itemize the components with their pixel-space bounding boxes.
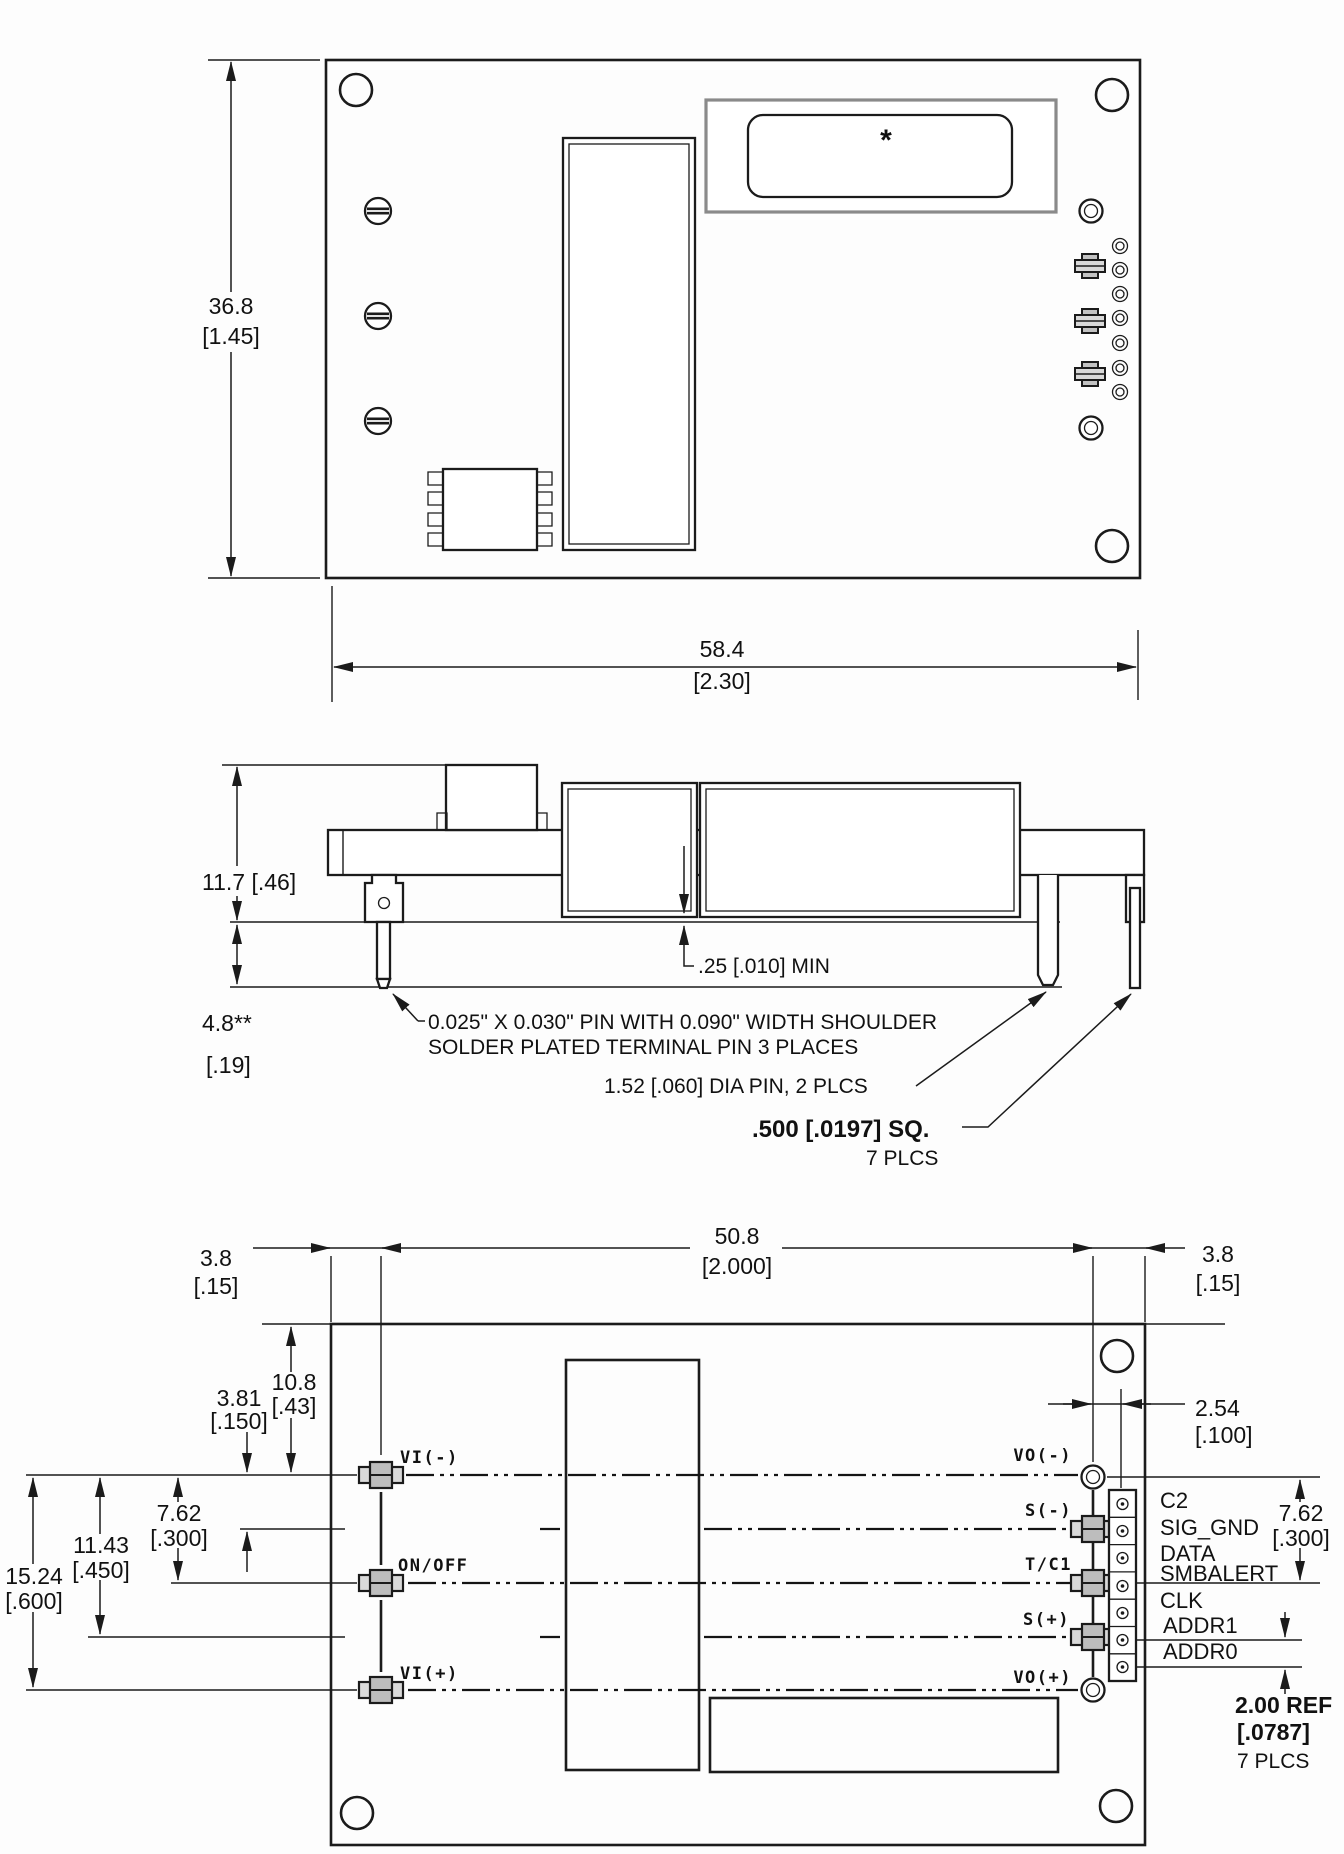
component-body-side-outer (700, 783, 1020, 917)
smbus-label-smbalert: SMBALERT (1160, 1561, 1279, 1586)
screw-pin (1075, 362, 1105, 386)
screw-pin (359, 1570, 403, 1596)
dim-width-in: [2.30] (693, 668, 751, 694)
top-view (198, 60, 1140, 702)
output-terminals-top (1075, 200, 1128, 440)
shoulder-terminal-pin (365, 875, 403, 988)
dim-row-pitch-mm: 3.81 (216, 1385, 262, 1411)
dim-protrusion-in: [.19] (206, 1052, 251, 1078)
dim-right-span-in: [.300] (1272, 1525, 1330, 1551)
smbus-header (1109, 1490, 1136, 1681)
terminal-pin-note-line1: 0.025" X 0.030" PIN WITH 0.090" WIDTH SHOULDER (428, 1011, 938, 1034)
pin-shoulder (365, 875, 403, 922)
smbus-label-clk: CLK (1160, 1588, 1203, 1613)
bottom-view-board-outline (331, 1324, 1145, 1845)
dim-span3 (66, 1478, 136, 1634)
dim-width-mm: 58.4 (699, 636, 745, 662)
pin-label-t-c1: T/C1 (1025, 1555, 1072, 1575)
dim-span3-in: [.450] (72, 1557, 130, 1583)
dim-header-pitch-1: 2.00 REF (1235, 1692, 1333, 1718)
side-view (196, 765, 1144, 1170)
dim-span4-mm: 15.24 (5, 1563, 63, 1589)
row-centerlines (406, 1475, 1078, 1690)
square-pin-side (1130, 888, 1140, 988)
ic-body (443, 469, 537, 550)
dim-span3-mm: 11.43 (73, 1532, 129, 1558)
output-pin-hole (1082, 1679, 1105, 1702)
mounting-hole (340, 74, 372, 106)
dim-span2 (146, 1478, 210, 1580)
smbus-label-c2: C2 (1160, 1488, 1189, 1513)
dim-span2-mm: 7.62 (156, 1500, 202, 1526)
dim-span4-in: [.600] (5, 1588, 63, 1614)
dim-header-offset (1048, 1395, 1253, 1448)
pin-label-vo-neg: VO(-) (1013, 1446, 1072, 1466)
min-clearance-text: .25 [.010] MIN (698, 955, 830, 978)
mounting-hole (1096, 530, 1128, 562)
bottom-view-mounting-holes (341, 1340, 1133, 1829)
dim-header-pitch-2: [.0787] (1237, 1719, 1310, 1745)
dim-row-pitch-in: [.150] (210, 1408, 268, 1434)
dim-top-offset (266, 1327, 322, 1472)
terminal-pin-note (393, 994, 937, 1059)
screw-pin (359, 1462, 403, 1488)
screw-pin (359, 1677, 403, 1703)
pin-label-vo-pos: VO(+) (1013, 1668, 1072, 1688)
dim-left-offset-in: [.15] (193, 1273, 239, 1299)
transformer-side-outer (562, 783, 697, 917)
pin-tip (377, 979, 390, 988)
dim-top-offset-mm: 10.8 (271, 1369, 317, 1395)
output-pin-hole (1080, 417, 1103, 440)
dim-board-height (198, 60, 320, 578)
mounting-hole (341, 1797, 373, 1829)
dia-pin-side (1038, 875, 1058, 985)
dim-board-width (332, 586, 1138, 702)
screw-pin (1075, 309, 1105, 333)
screw-pin (365, 198, 391, 224)
dim-pin-span-in: [2.000] (701, 1253, 773, 1279)
label-shield-bottom (710, 1698, 1058, 1772)
screw-pin (365, 408, 391, 434)
mounting-hole (1101, 1340, 1133, 1372)
dia-pin-note-text: 1.52 [.060] DIA PIN, 2 PLCS (604, 1075, 868, 1098)
mounting-hole (1096, 79, 1128, 111)
dim-module-height-text: 11.7 [.46] (202, 869, 297, 895)
dim-header-pitch-3: 7 PLCS (1237, 1750, 1310, 1773)
pin-label-on-off: ON/OFF (398, 1556, 469, 1576)
dim-header-offset-mm: 2.54 (1195, 1395, 1240, 1421)
transformer-bottom (566, 1360, 699, 1770)
smbus-labels (1160, 1488, 1278, 1664)
dim-span2-in: [.300] (150, 1525, 208, 1551)
dim-protrusion-mm: 4.8** (202, 1010, 252, 1036)
dim-span4 (2, 1478, 68, 1687)
smbus-label-sig-gnd: SIG_GND (1160, 1515, 1260, 1540)
dim-height-in: [1.45] (202, 323, 260, 349)
dim-top-chain (194, 1223, 1241, 1299)
input-terminal-pins-top (365, 198, 391, 434)
bottom-view (2, 1223, 1334, 1845)
smbus-via-holes (1113, 239, 1128, 400)
dim-row-pitch (210, 1385, 268, 1572)
screw-pin (365, 303, 391, 329)
dim-right-span-mm: 7.62 (1278, 1500, 1324, 1526)
dim-height-mm: 36.8 (208, 293, 254, 319)
smbus-label-addr1: ADDR1 (1163, 1613, 1238, 1638)
smbus-label-data: DATA (1160, 1541, 1216, 1566)
dim-left-offset-mm: 3.8 (200, 1245, 232, 1271)
pin-label-s-pos: S(+) (1023, 1610, 1070, 1630)
dim-top-offset-in: [.43] (271, 1393, 317, 1419)
transformer-top (563, 138, 695, 550)
pin-label-vi-pos: VI(+) (400, 1664, 459, 1684)
smbus-label-addr0: ADDR0 (1163, 1639, 1238, 1664)
dim-pin-span-mm: 50.8 (714, 1223, 760, 1249)
dim-right-offset-in: [.15] (1195, 1270, 1241, 1296)
screw-pin (1075, 254, 1105, 278)
label-marking-asterisk: * (880, 124, 892, 157)
mounting-hole (1100, 1790, 1132, 1822)
sense-screw-pins (1075, 254, 1105, 386)
pin-labels (398, 1446, 1072, 1688)
output-pin-hole (1082, 1466, 1105, 1489)
output-pin-hole (1080, 200, 1103, 223)
product-label (706, 100, 1056, 212)
transformer-outline-outer (563, 138, 695, 550)
terminal-pin-note-line2: SOLDER PLATED TERMINAL PIN 3 PLACES (428, 1036, 859, 1059)
square-pin-note-text: .500 [.0197] SQ. (752, 1116, 930, 1143)
dim-header-offset-in: [.100] (1195, 1422, 1253, 1448)
pin-label-vi-neg: VI(-) (400, 1448, 459, 1468)
dim-header-pitch (1235, 1612, 1332, 1773)
dim-pin-protrusion (202, 925, 252, 1078)
dim-right-offset-mm: 3.8 (1202, 1241, 1234, 1267)
pin-shaft (377, 922, 390, 979)
ic-chip-top (428, 469, 552, 550)
pin-label-s-neg: S(-) (1025, 1501, 1072, 1521)
ic-side (446, 765, 537, 830)
square-pin-places: 7 PLCS (866, 1147, 939, 1170)
